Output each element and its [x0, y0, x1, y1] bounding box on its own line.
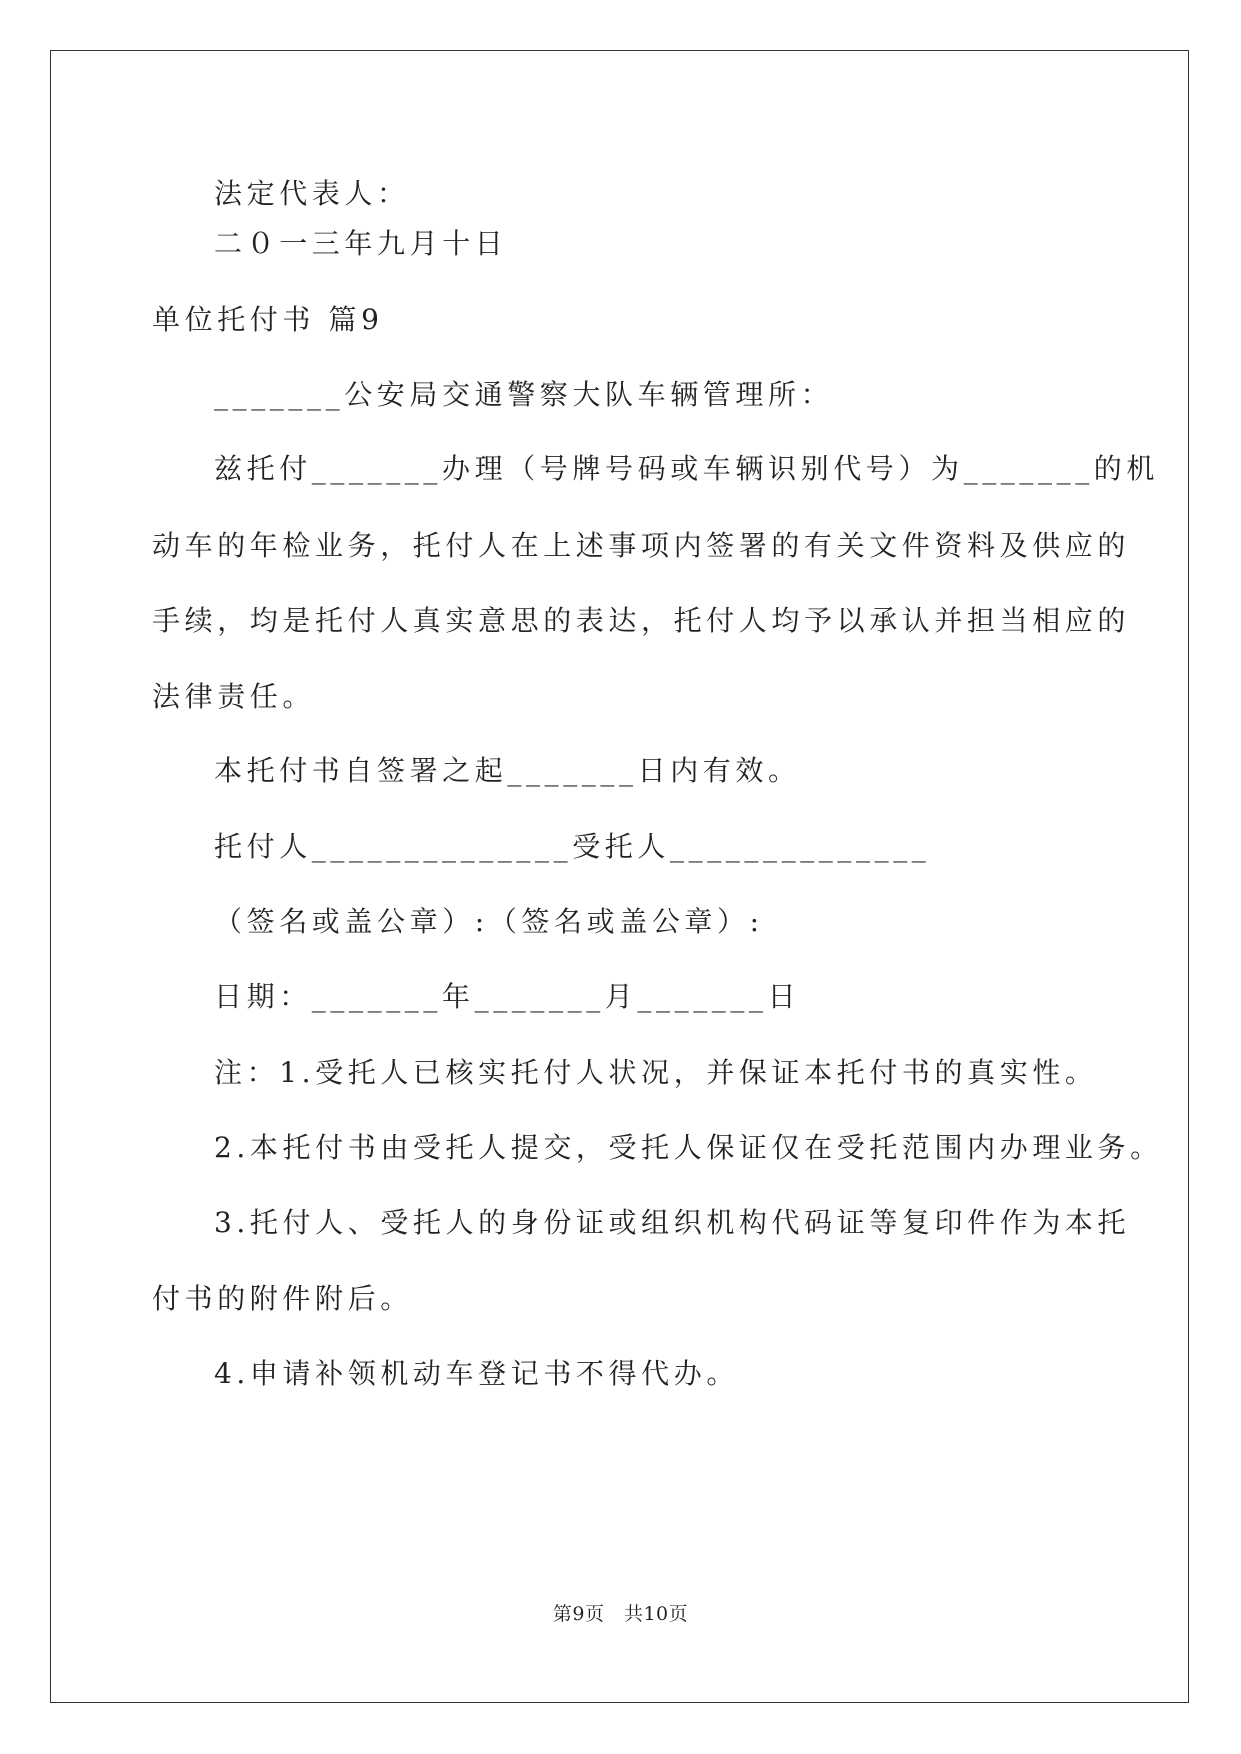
paragraph-line: 兹托付_______办理（号牌号码或车辆识别代号）为_______的机 — [214, 452, 1160, 485]
page-border — [50, 50, 1189, 1703]
paragraph-line: 动车的年检业务，托付人在上述事项内签署的有关文件资料及供应的 — [152, 529, 1131, 562]
signing-date-line: 日期：_______年_______月_______日 — [214, 980, 801, 1013]
addressee-line: _______公安局交通警察大队车辆管理所： — [214, 378, 834, 411]
note-item-3: 3.托付人、受托人的身份证或组织机构代码证等复印件作为本托 — [214, 1206, 1131, 1239]
validity-line: 本托付书自签署之起_______日内有效。 — [214, 754, 801, 787]
paragraph-line: 手续，均是托付人真实意思的表达，托付人均予以承认并担当相应的 — [152, 604, 1131, 637]
signatories-line: 托付人______________受托人______________ — [214, 830, 931, 863]
date-line: 二０一三年九月十日 — [214, 227, 508, 260]
section-heading: 单位托付书 篇9 — [152, 303, 384, 336]
note-item-2: 2.本托付书由受托人提交，受托人保证仅在受托范围内办理业务。 — [214, 1131, 1163, 1164]
note-item-1: 注：1.受托人已核实托付人状况，并保证本托付书的真实性。 — [214, 1056, 1098, 1089]
paragraph-line: 法律责任。 — [152, 680, 316, 713]
legal-representative-line: 法定代表人： — [214, 177, 410, 210]
page-number-footer: 第9页 共10页 — [552, 1603, 689, 1625]
note-item-4: 4.申请补领机动车登记书不得代办。 — [214, 1357, 739, 1390]
signature-note-line: （签名或盖公章）:（签名或盖公章）: — [214, 905, 764, 938]
note-item-3-continued: 付书的附件附后。 — [152, 1282, 413, 1315]
